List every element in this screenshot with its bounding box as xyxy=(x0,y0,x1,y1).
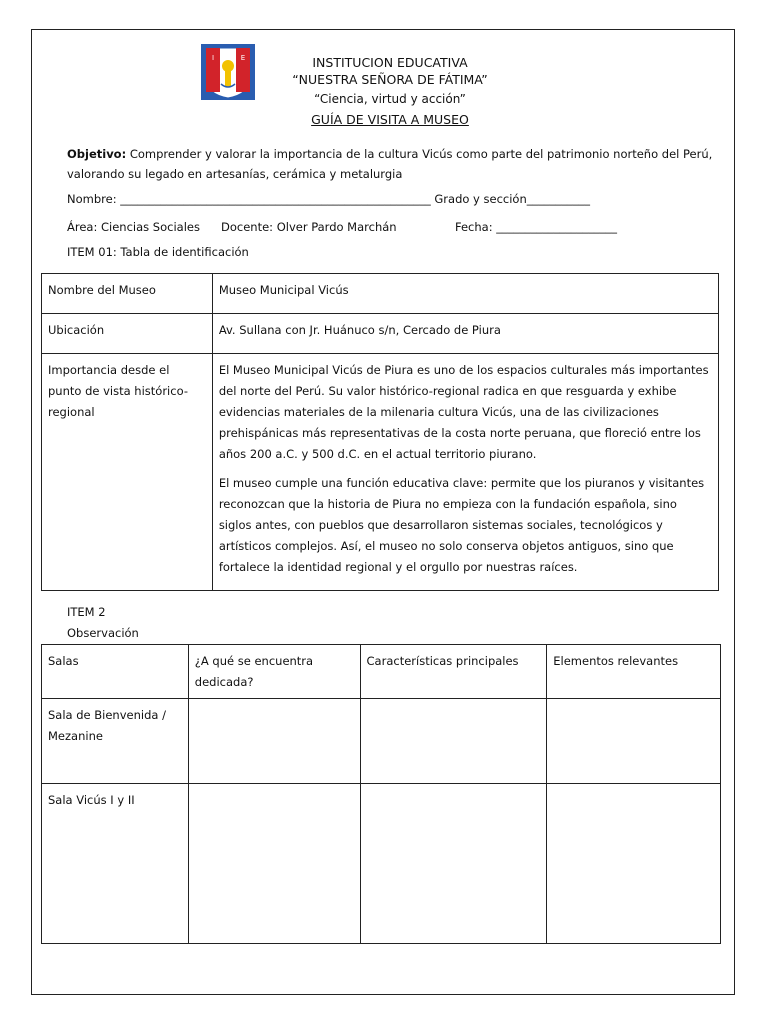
table-row xyxy=(42,699,721,784)
identification-table xyxy=(41,273,719,591)
docente-field: Docente: Olver Pardo Marchán xyxy=(221,220,397,234)
svg-text:I: I xyxy=(211,54,215,62)
guide-title: GUÍA DE VISITA A MUSEO xyxy=(311,112,469,127)
answer-cell[interactable] xyxy=(547,784,721,944)
objective-label: Objetivo: xyxy=(67,147,127,161)
table-row xyxy=(42,274,719,314)
table-row xyxy=(42,354,719,591)
answer-cell[interactable] xyxy=(547,699,721,784)
svg-text:E: E xyxy=(240,54,246,62)
school-name-line2: “NUESTRA SEÑORA DE FÁTIMA” xyxy=(292,72,488,87)
header-dedicada: ¿A qué se encuentra dedicada? xyxy=(188,645,360,699)
objective-text-line1: Comprender y valorar la importancia de la cultura Vicús como parte del patrimonio norteño del Perú, xyxy=(129,147,713,161)
answer-cell[interactable] xyxy=(188,699,360,784)
header-caracteristicas: Características principales xyxy=(360,645,547,699)
nombre-field[interactable]: Nombre: ______________________________________________________ Grado y sección___________ xyxy=(67,192,590,206)
answer-cell[interactable] xyxy=(360,784,547,944)
room-bienvenida: Sala de Bienvenida / Mezanine xyxy=(42,699,189,784)
location-label: Ubicación xyxy=(42,314,213,354)
room-vicus: Sala Vicús I y II xyxy=(42,784,189,944)
importance-value xyxy=(212,354,718,591)
table-row xyxy=(42,314,719,354)
school-name-line1: INSTITUCION EDUCATIVA xyxy=(312,55,468,70)
school-motto: “Ciencia, virtud y acción” xyxy=(314,92,466,106)
answer-cell[interactable] xyxy=(188,784,360,944)
table-header-row xyxy=(42,645,721,699)
school-logo-icon xyxy=(201,44,255,100)
location-value: Av. Sullana con Jr. Huánuco s/n, Cercado de Piura xyxy=(212,314,718,354)
area-field: Área: Ciencias Sociales xyxy=(67,220,200,234)
museum-name-label: Nombre del Museo xyxy=(42,274,213,314)
objective-line1 xyxy=(67,147,712,161)
fecha-field[interactable]: Fecha: _____________________ xyxy=(455,220,617,234)
museum-name-value: Museo Municipal Vicús xyxy=(212,274,718,314)
item2-title: ITEM 2 xyxy=(67,605,106,619)
importance-paragraph-1: El Museo Municipal Vicús de Piura es uno de los espacios culturales más importantes del norte del Perú. Su valor histórico-regional radica en que resguarda y exhibe evidencias materiales de la milenaria cultura Vicús, una de las civilizaciones prehispánicas más representativas de la costa norte peruana, que floreció entre los años 200 a.C. y 500 d.C. en el actual territorio piurano. xyxy=(218,363,709,461)
table-row xyxy=(42,784,721,944)
answer-cell[interactable] xyxy=(360,699,547,784)
item1-title: ITEM 01: Tabla de identificación xyxy=(67,245,249,259)
item2-subtitle: Observación xyxy=(67,626,139,640)
observation-table xyxy=(41,644,721,944)
header-salas: Salas xyxy=(42,645,189,699)
objective-text-line2: valorando su legado en artesanías, cerámica y metalurgia xyxy=(67,167,403,181)
importance-label: Importancia desde el punto de vista histórico- regional xyxy=(42,354,213,591)
importance-paragraph-2: El museo cumple una función educativa clave: permite que los piuranos y visitantes reconozcan que la historia de Piura no empieza con la fundación española, sino siglos antes, con pueblos que desarrollaron sistemas sociales, tecnológicos y artísticos complejos. Así, el museo no solo conserva objetos antiguos, sino que fortalece la identidad regional y el orgullo por nuestras raíces. xyxy=(218,476,705,574)
header-elementos: Elementos relevantes xyxy=(547,645,721,699)
